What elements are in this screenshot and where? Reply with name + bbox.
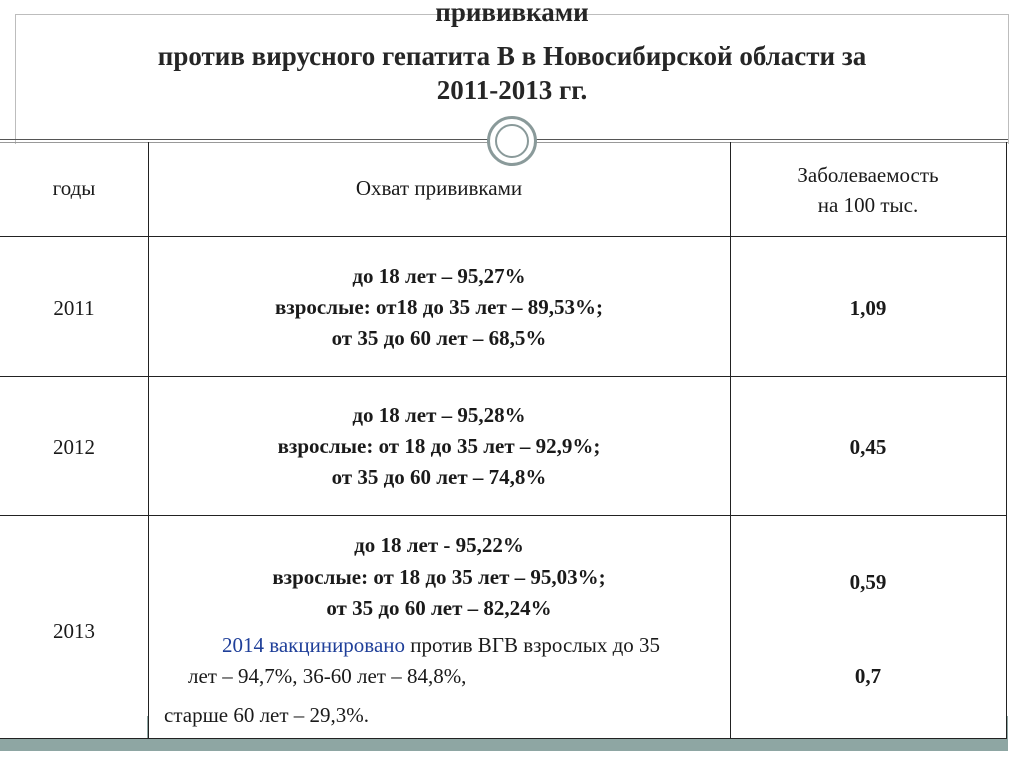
row-2013-note-highlight: 2014 вакцинировано [221, 633, 406, 657]
table-row-divider-header [0, 236, 1006, 237]
row-2013-coverage-line-1: до 18 лет - 95,22% [354, 533, 524, 557]
header-coverage: Охват прививками [355, 176, 523, 200]
row-2013-year: 2013 [53, 619, 95, 643]
row-2011-year: 2011 [53, 296, 95, 320]
row-2011-coverage-line-3: от 35 до 60 лет – 68,5% [331, 326, 547, 350]
row-2011-coverage-line-1: до 18 лет – 95,27% [352, 264, 526, 288]
frame-left-border [15, 14, 16, 144]
table-row-divider-1 [0, 376, 1006, 377]
table-right-border [1006, 142, 1007, 739]
row-2011-incidence: 1,09 [849, 296, 887, 320]
row-2012-coverage-line-3: от 35 до 60 лет – 74,8% [331, 465, 547, 489]
title-line-2: против вирусного гепатита В в Новосибирской области за [157, 41, 867, 71]
row-2013-note-incidence: 0,7 [854, 664, 882, 688]
header-incidence-line-1: Заболеваемость [797, 163, 939, 187]
row-2013-note-line-2: лет – 94,7%, 36-60 лет – 84,8%, [188, 664, 467, 688]
frame-right-border [1008, 14, 1009, 144]
decorative-ring-inner [495, 124, 529, 158]
row-2012-year: 2012 [53, 435, 95, 459]
header-incidence-line-2: на 100 тыс. [817, 193, 919, 217]
row-2013-coverage-line-2: взрослые: от 18 до 35 лет – 95,03%; [272, 565, 606, 589]
header-years: годы [52, 176, 96, 200]
row-2012-coverage-line-1: до 18 лет – 95,28% [352, 403, 526, 427]
row-2012-incidence: 0,45 [849, 435, 887, 459]
title-line-3: 2011-2013 гг. [436, 75, 588, 105]
row-2013-note-line-3: старше 60 лет – 29,3%. [164, 703, 370, 727]
title-line-1: прививками [435, 0, 589, 27]
row-2013-coverage-line-3: от 35 до 60 лет – 82,24% [326, 596, 552, 620]
row-2011-coverage-line-2: взрослые: от18 до 35 лет – 89,53%; [274, 295, 604, 319]
table-row-divider-2 [0, 515, 1006, 516]
row-2013-note-rest: против ВГВ взрослых до 35 [405, 633, 661, 657]
decorative-ring-icon [487, 116, 537, 166]
row-2013-incidence: 0,59 [849, 570, 887, 594]
row-2013-note-line-1 [152, 630, 730, 660]
table-bottom-border [0, 738, 1006, 739]
row-2012-coverage-line-2: взрослые: от 18 до 35 лет – 92,9%; [277, 434, 601, 458]
